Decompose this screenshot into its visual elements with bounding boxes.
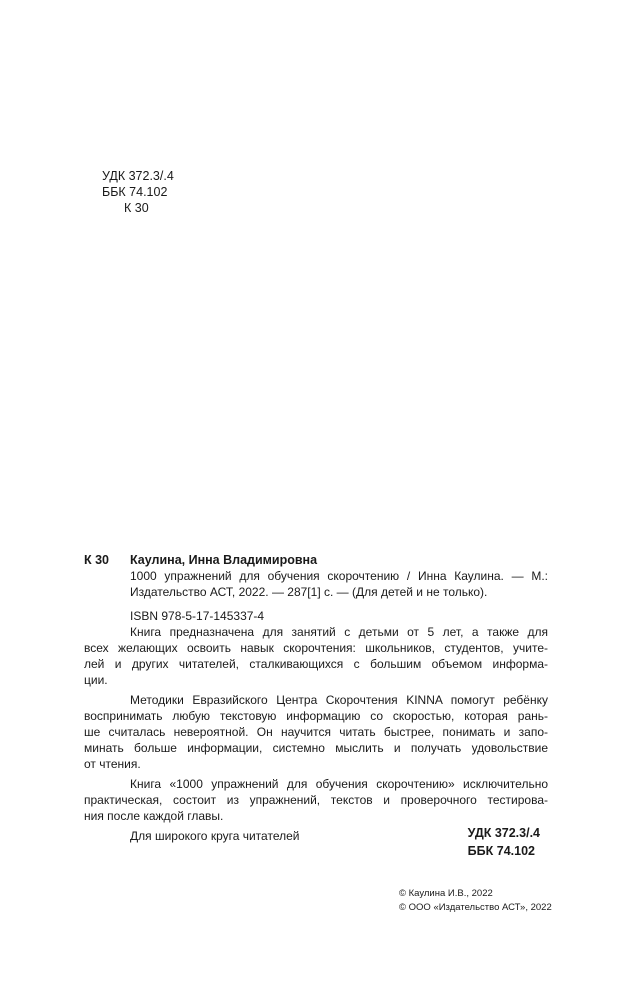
copyright-publisher: © ООО «Издательство АСТ», 2022: [399, 902, 552, 913]
annotation-line: практическая, состоит из упражнений, текстов и проверочного тестирова-: [84, 793, 548, 807]
annotation-paragraph-1: [84, 624, 548, 688]
bibliographic-description: [130, 568, 548, 600]
annotation-line: ше считалась невероятной. Он научится читать быстрее, понимать и запо-: [84, 725, 548, 739]
udk-code-bottom: УДК 372.3/.4: [467, 826, 540, 840]
annotation-line: от чтения.: [84, 757, 141, 771]
description-line: Издательство АСТ, 2022. — 287[1] с. — (Для детей и не только).: [130, 585, 488, 599]
bbk-code-bottom: ББК 74.102: [467, 844, 535, 858]
udk-code-top: УДК 372.3/.4: [102, 169, 174, 183]
isbn: ISBN 978-5-17-145337-4: [130, 609, 265, 623]
annotation-line: Методики Евразийского Центра Скорочтения KINNA помогут ребёнку: [130, 693, 548, 707]
bottom-classification-codes: [468, 824, 540, 860]
bibliographic-entry: [84, 552, 548, 844]
annotation-line: ния после каждой главы.: [84, 809, 224, 823]
copyright-block: [399, 887, 552, 915]
author-mark-top: К 30: [124, 201, 149, 215]
author-name: Каулина, Инна Владимировна: [130, 553, 318, 567]
audience-note: Для широкого круга читателей: [130, 829, 300, 843]
annotation-line: воспринимать любую текстовую информацию со скоростью, которая рань-: [84, 709, 548, 723]
entry-body: [84, 568, 548, 844]
annotation-line: всех желающих освоить навык скорочтения: школьников, студентов, учите-: [84, 641, 548, 655]
annotation-line: Книга «1000 упражнений для обучения скорочтению» исключительно: [130, 777, 548, 791]
author-mark: К 30: [84, 553, 110, 567]
annotation-paragraph-2: [84, 692, 548, 772]
bbk-code-top: ББК 74.102: [102, 185, 168, 199]
description-line: 1000 упражнений для обучения скорочтению / Инна Каулина. — М.:: [130, 569, 548, 583]
annotation-line: ции.: [84, 673, 108, 687]
annotation-line: лей и других читателей, сталкивающихся с большим объемом информа-: [84, 657, 548, 671]
annotation-paragraph-3: [84, 776, 548, 824]
copyright-author: © Каулина И.В., 2022: [399, 888, 493, 899]
top-classification-codes: [102, 168, 174, 216]
entry-heading: [84, 552, 548, 568]
annotation-line: минать больше информации, системно мыслить и получать удовольствие: [84, 741, 548, 755]
annotation-line: Книга предназначена для занятий с детьми от 5 лет, а также для: [130, 625, 548, 639]
